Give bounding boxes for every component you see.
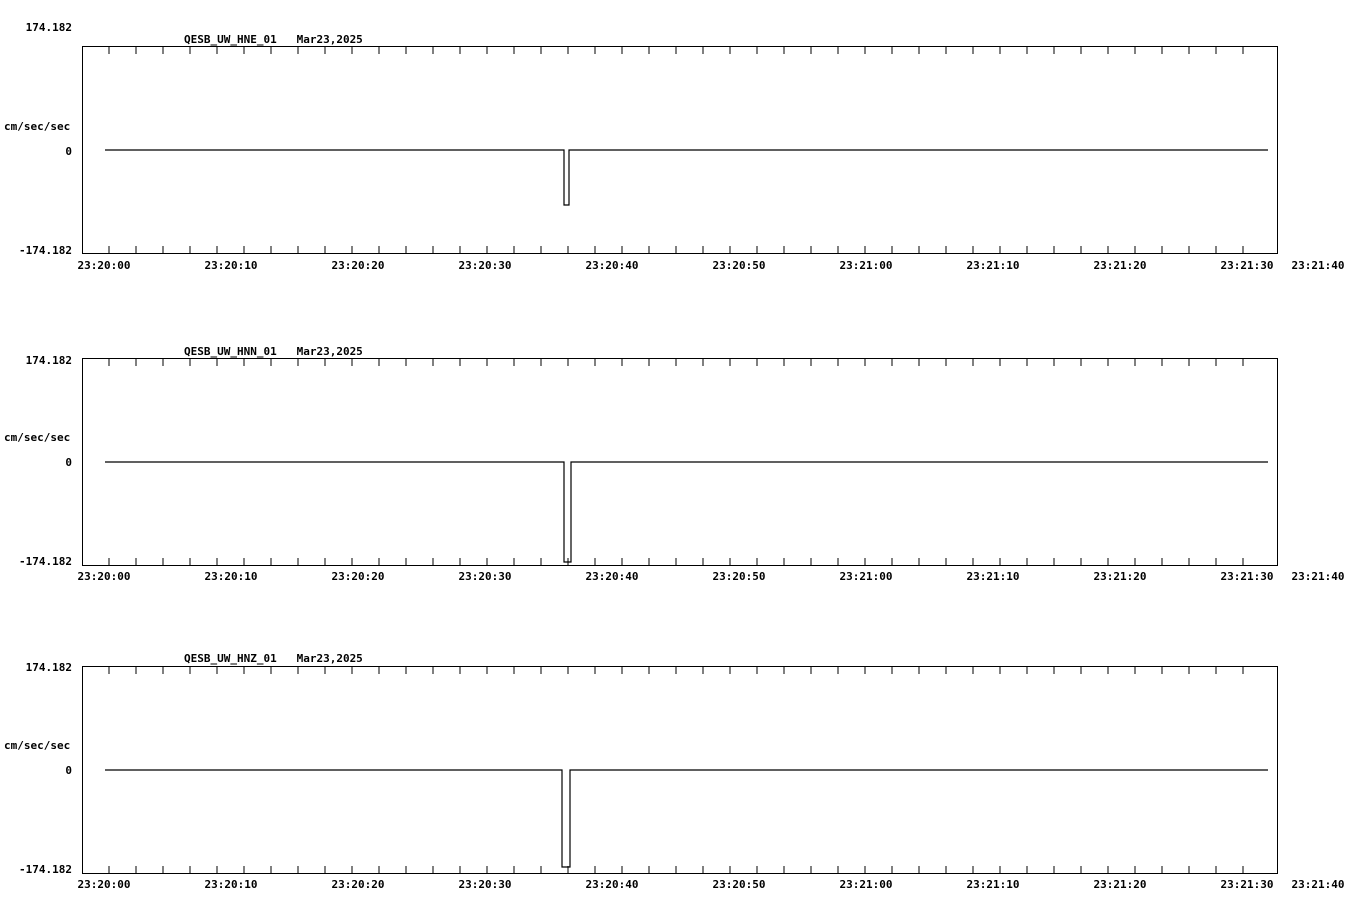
x-tick-label: 23:20:10 [204,878,258,891]
panel-title: QESB_UW_HNZ_01 Mar23,2025 [184,652,363,665]
x-tick-label: 23:20:50 [712,259,766,272]
x-tick-label: 23:20:10 [204,259,258,272]
x-tick-label: 23:21:10 [966,570,1020,583]
x-tick-label: 23:21:40 [1291,570,1345,583]
y-tick-mid: 0 [65,456,72,469]
x-tick-label: 23:20:00 [77,570,131,583]
x-tick-label: 23:21:00 [839,259,893,272]
plot-area [82,358,1278,566]
y-tick-bottom: -174.182 [19,863,72,876]
x-tick-label: 23:20:00 [77,878,131,891]
y-axis-units-label: cm/sec/sec [4,739,71,752]
y-axis-units-label: cm/sec/sec [4,431,71,444]
x-tick-label: 23:20:20 [331,570,385,583]
x-tick-label: 23:21:00 [839,878,893,891]
x-tick-label: 23:20:50 [712,570,766,583]
x-tick-label: 23:20:30 [458,878,512,891]
x-tick-label: 23:21:20 [1093,259,1147,272]
plot-area [82,666,1278,874]
y-tick-top: 174.182 [25,354,72,367]
plot-area [82,46,1278,254]
y-axis-units-label: cm/sec/sec [4,120,71,133]
x-tick-label: 23:20:10 [204,570,258,583]
x-tick-label: 23:21:20 [1093,570,1147,583]
waveform-trace [83,359,1277,565]
x-tick-label: 23:21:10 [966,259,1020,272]
x-tick-label: 23:20:50 [712,878,766,891]
x-tick-label: 23:21:10 [966,878,1020,891]
waveform-trace [83,667,1277,873]
x-tick-label: 23:20:40 [585,570,639,583]
y-tick-mid: 0 [65,764,72,777]
waveform-trace [83,47,1277,253]
y-tick-bottom: -174.182 [19,555,72,568]
x-tick-label: 23:20:30 [458,570,512,583]
panel-title: QESB_UW_HNE_01 Mar23,2025 [184,33,363,46]
seismogram-panel-hnz [0,611,1358,911]
x-tick-label: 23:21:20 [1093,878,1147,891]
seismogram-panel-hnn [0,305,1358,595]
seismogram-panel-hne [0,0,1358,290]
y-tick-top: 174.182 [25,661,72,674]
x-tick-label: 23:21:30 [1220,878,1274,891]
x-tick-label: 23:20:00 [77,259,131,272]
x-tick-label: 23:20:20 [331,259,385,272]
x-tick-label: 23:21:00 [839,570,893,583]
x-tick-label: 23:20:30 [458,259,512,272]
x-tick-label: 23:21:30 [1220,259,1274,272]
y-tick-mid: 0 [65,145,72,158]
panel-title: QESB_UW_HNN_01 Mar23,2025 [184,345,363,358]
x-tick-label: 23:20:20 [331,878,385,891]
x-tick-label: 23:20:40 [585,259,639,272]
x-tick-label: 23:20:40 [585,878,639,891]
y-tick-bottom: -174.182 [19,244,72,257]
x-tick-label: 23:21:30 [1220,570,1274,583]
y-tick-top: 174.182 [25,21,72,34]
x-tick-label: 23:21:40 [1291,259,1345,272]
x-tick-label: 23:21:40 [1291,878,1345,891]
